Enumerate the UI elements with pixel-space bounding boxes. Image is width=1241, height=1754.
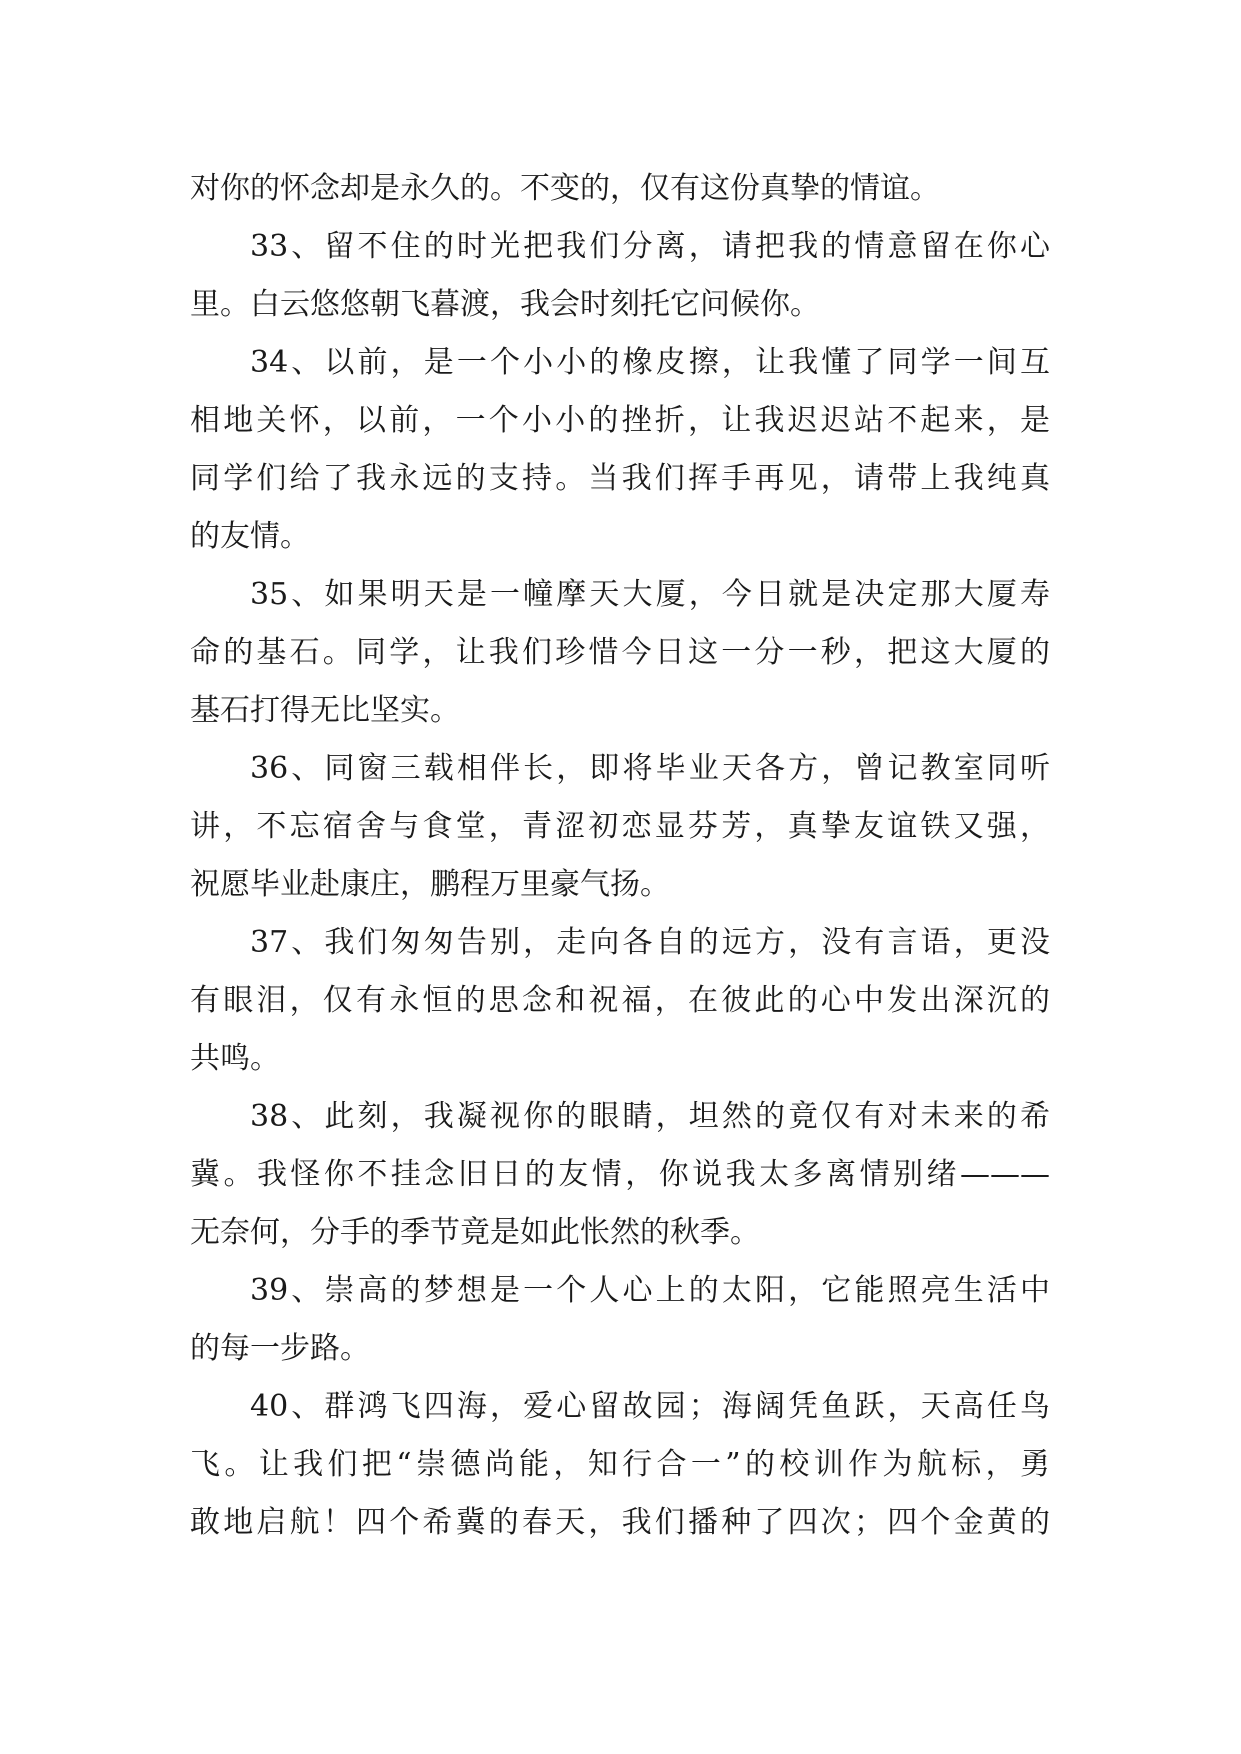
text-line: 有眼泪，仅有永恒的思念和祝福，在彼此的心中发出深沉的 <box>190 983 1050 1018</box>
text-line: 无奈何，分手的季节竟是如此怅然的秋季。 <box>190 1215 760 1250</box>
text-line: 冀。我怪你不挂念旧日的友情，你说我太多离情别绪——— <box>190 1157 1050 1192</box>
document-body <box>190 160 1050 1552</box>
text-line: 基石打得无比坚实。 <box>190 693 460 728</box>
text-line: 相地关怀，以前，一个小小的挫折，让我迟迟站不起来，是 <box>190 403 1050 438</box>
text-line: 敢地启航！四个希冀的春天，我们播种了四次；四个金黄的 <box>190 1505 1050 1540</box>
text-line: 38、此刻，我凝视你的眼睛，坦然的竟仅有对未来的希 <box>250 1099 1050 1134</box>
text-line: 的每一步路。 <box>190 1331 370 1366</box>
text-line: 命的基石。同学，让我们珍惜今日这一分一秒，把这大厦的 <box>190 635 1050 670</box>
text-line: 36、同窗三载相伴长，即将毕业天各方，曾记教室同听 <box>250 751 1050 786</box>
text-line: 34、以前，是一个小小的橡皮擦，让我懂了同学一间互 <box>250 345 1050 380</box>
text-line: 37、我们匆匆告别，走向各自的远方，没有言语，更没 <box>250 925 1050 960</box>
text-line: 40、群鸿飞四海，爱心留故园；海阔凭鱼跃，天高任鸟 <box>250 1389 1050 1424</box>
text-line: 35、如果明天是一幢摩天大厦，今日就是决定那大厦寿 <box>250 577 1050 612</box>
text-line: 39、崇高的梦想是一个人心上的太阳，它能照亮生活中 <box>250 1273 1050 1308</box>
text-line: 同学们给了我永远的支持。当我们挥手再见，请带上我纯真 <box>190 461 1050 496</box>
text-line: 33、留不住的时光把我们分离，请把我的情意留在你心 <box>250 229 1050 264</box>
text-line: 讲，不忘宿舍与食堂，青涩初恋显芬芳，真挚友谊铁又强， <box>190 809 1050 844</box>
text-line: 里。白云悠悠朝飞暮渡，我会时刻托它问候你。 <box>190 287 820 322</box>
text-line: 共鸣。 <box>190 1041 280 1076</box>
text-line: 对你的怀念却是永久的。不变的，仅有这份真挚的情谊。 <box>190 171 940 206</box>
text-line: 飞。让我们把“崇德尚能，知行合一”的校训作为航标，勇 <box>190 1447 1050 1482</box>
text-line: 祝愿毕业赴康庄，鹏程万里豪气扬。 <box>190 867 670 902</box>
text-line: 的友情。 <box>190 519 310 554</box>
